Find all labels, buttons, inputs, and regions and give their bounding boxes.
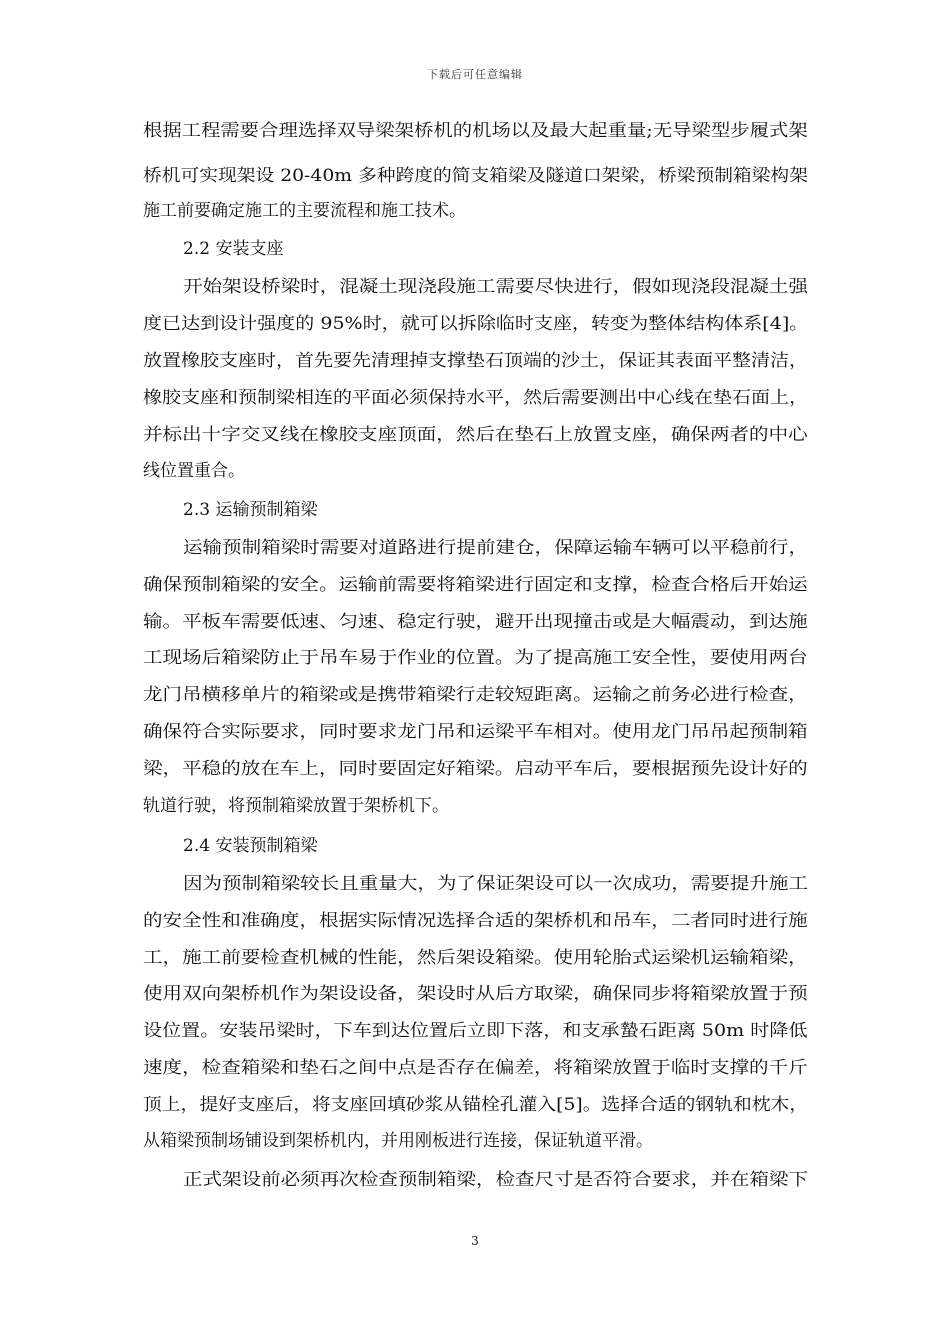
- text-line: 轨道行驶，将预制箱梁放置于架桥机下。: [143, 796, 449, 816]
- text-line: 的安全性和准确度，根据实际情况选择合适的架桥机和吊车，二者同时进行施: [143, 911, 808, 931]
- text-line: 线位置重合。: [143, 461, 245, 481]
- text-line: 使用双向架桥机作为架设设备，架设时从后方取梁，确保同步将箱梁放置于预: [143, 984, 808, 1004]
- section-heading: 2.3 运输预制箱梁: [183, 500, 318, 520]
- text-line: 橡胶支座和预制梁相连的平面必须保持水平，然后需要测出中心线在垫石面上，: [143, 388, 808, 408]
- page-header: 下载后可任意编辑: [427, 68, 523, 81]
- text-line: 设位置。安装吊梁时，下车到达位置后立即下落，和支承蟄石距离 50m 时降低: [143, 1021, 808, 1041]
- text-line: 速度，检查箱梁和垫石之间中点是否存在偏差，将箱梁放置于临时支撑的千斤: [143, 1058, 808, 1078]
- text-line: 度已达到设计强度的 95%时，就可以拆除临时支座，转变为整体结构体系[4]。: [143, 314, 809, 334]
- text-line: 根据工程需要合理选择双导梁架桥机的机场以及最大起重量;无导梁型步履式架: [143, 121, 808, 141]
- text-line: 放置橡胶支座时，首先要先清理掉支撑垫石顶端的沙土，保证其表面平整清洁，: [143, 351, 808, 371]
- section-heading: 2.2 安装支座: [183, 239, 284, 259]
- text-line: 工，施工前要检查机械的性能，然后架设箱梁。使用轮胎式运梁机运输箱梁，: [143, 948, 808, 968]
- text-line: 并标出十字交叉线在橡胶支座顶面，然后在垫石上放置支座，确保两者的中心: [143, 425, 808, 445]
- text-line: 确保预制箱梁的安全。运输前需要将箱梁进行固定和支撑，检查合格后开始运: [143, 575, 808, 595]
- section-heading: 2.4 安装预制箱梁: [183, 836, 318, 856]
- text-line: 梁，平稳的放在车上，同时要固定好箱梁。启动平车后，要根据预先设计好的: [143, 759, 808, 779]
- page-number: 3: [471, 1234, 479, 1248]
- text-line: 施工前要确定施工的主要流程和施工技术。: [143, 201, 466, 221]
- text-line: 工现场后箱梁防止于吊车易于作业的位置。为了提高施工安全性，要使用两台: [143, 648, 808, 668]
- text-line: 输。平板车需要低速、匀速、稳定行驶，避开出现撞击或是大幅震动，到达施: [143, 612, 808, 632]
- text-line: 龙门吊横移单片的箱梁或是携带箱梁行走较短距离。运输之前务必进行检查，: [143, 685, 808, 705]
- text-line: 顶上，提好支座后，将支座回填砂浆从锚栓孔灌入[5]。选择合适的钢轨和枕木，: [143, 1095, 809, 1115]
- text-line: 因为预制箱梁较长且重量大，为了保证架设可以一次成功，需要提升施工: [183, 874, 808, 894]
- text-line: 运输预制箱梁时需要对道路进行提前建仓，保障运输车辆可以平稳前行，: [183, 538, 808, 558]
- text-line: 开始架设桥梁时，混凝土现浇段施工需要尽快进行，假如现浇段混凝土强: [183, 277, 808, 297]
- text-line: 正式架设前必须再次检查预制箱梁，检查尺寸是否符合要求，并在箱梁下: [183, 1170, 808, 1190]
- text-line: 确保符合实际要求，同时要求龙门吊和运梁平车相对。使用龙门吊吊起预制箱: [143, 722, 808, 742]
- text-line: 桥机可实现架设 20-40m 多种跨度的简支箱梁及隧道口架梁，桥梁预制箱梁构架: [143, 166, 808, 186]
- text-line: 从箱梁预制场铺设到架桥机内，并用刚板进行连接，保证轨道平滑。: [143, 1131, 653, 1151]
